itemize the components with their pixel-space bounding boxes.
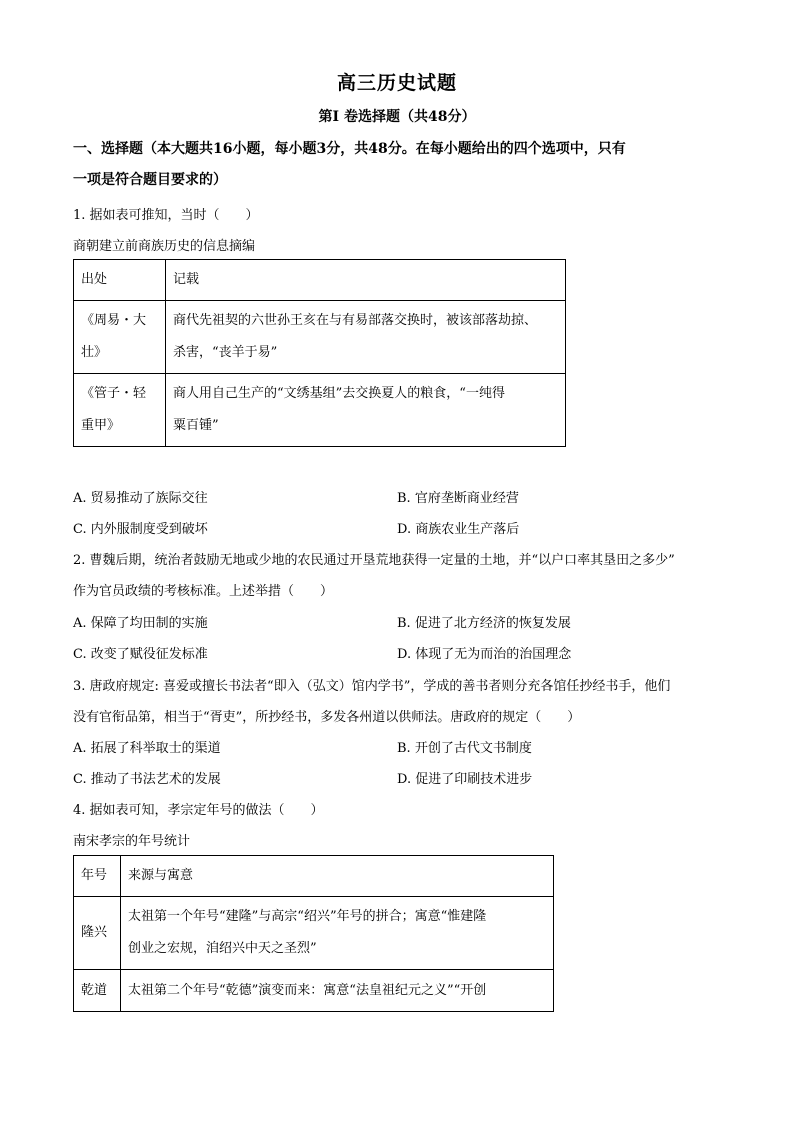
q3-stem-line1: 3. 唐政府规定: 喜爱或擅长书法者“即入（弘文）馆内学书”，学成的善书者则分充各馆任抄经书手，他们: [73, 679, 671, 694]
table-cell-era: 乾道: [74, 970, 121, 1012]
q1-table-caption: 商朝建立前商族历史的信息摘编: [73, 239, 256, 254]
table-row: [74, 897, 554, 970]
q2-option-b[interactable]: B. 促进了北方经济的恢复发展: [397, 616, 571, 631]
q4-table-caption: 南宋孝宗的年号统计: [73, 834, 191, 849]
section-heading-line1: 一、选择题（本大题共16小题，每小题3分，共48分。在每小题给出的四个选项中，只有: [73, 141, 626, 157]
q2-option-d[interactable]: D. 体现了无为而治的治国理念: [397, 647, 572, 662]
q3-option-c[interactable]: C. 推动了书法艺术的发展: [73, 772, 221, 787]
table-row: [74, 301, 566, 374]
q4-stem: 4. 据如表可知，孝宗定年号的做法（ ）: [73, 803, 324, 818]
table-cell-era: 隆兴: [74, 897, 121, 970]
table-cell-source: 《周易・大 壮》: [74, 301, 166, 374]
q2-option-a[interactable]: A. 保障了均田制的实施: [73, 616, 208, 631]
section-heading: [73, 134, 733, 196]
q4-table: [73, 855, 554, 1012]
q1-option-b[interactable]: B. 官府垄断商业经营: [397, 491, 519, 506]
table-header-row: [74, 260, 566, 301]
q3-option-b[interactable]: B. 开创了古代文书制度: [397, 741, 532, 756]
q1-option-c[interactable]: C. 内外服制度受到破坏: [73, 522, 208, 537]
q2-stem-line1: 2. 曹魏后期，统治者鼓励无地或少地的农民通过开垦荒地获得一定量的土地，并“以户口率其垦田之多少”: [73, 553, 675, 568]
table-cell-record: 商人用自己生产的“文绣基组”去交换夏人的粮食，“一纯得 粟百锺”: [166, 374, 566, 447]
q2-stem-line2: 作为官员政绩的考核标准。上述举措（ ）: [73, 584, 334, 599]
q1-stem: 1. 据如表可推知，当时（ ）: [73, 208, 259, 223]
table-header-cell: 年号: [74, 856, 121, 897]
q2-option-c[interactable]: C. 改变了赋役征发标准: [73, 647, 208, 662]
table-header-cell: 出处: [74, 260, 166, 301]
q1-table: [73, 259, 566, 447]
table-cell-record: 商代先祖契的六世孙王亥在与有易部落交换时，被该部落劫掠、 杀害，“丧羊于易”: [166, 301, 566, 374]
table-cell-source: 《管子・轻 重甲》: [74, 374, 166, 447]
q3-stem-line2: 没有官衔品第，相当于“胥吏”，所抄经书，多发各州道以供师法。唐政府的规定（ ）: [73, 710, 581, 725]
table-row: [74, 970, 554, 1012]
page-subtitle: 第Ⅰ 卷选择题（共48分）: [318, 109, 476, 125]
page-title: 高三历史试题: [336, 72, 457, 94]
table-header-cell: 来源与寓意: [121, 856, 554, 897]
table-header-cell: 记载: [166, 260, 566, 301]
q1-option-d[interactable]: D. 商族农业生产落后: [397, 522, 520, 537]
table-cell-origin: 太祖第二个年号“乾德”演变而来：寓意“法皇祖纪元之义”“开创: [121, 970, 554, 1012]
table-header-row: [74, 856, 554, 897]
q3-option-a[interactable]: A. 拓展了科举取士的渠道: [73, 741, 221, 756]
table-row: [74, 374, 566, 447]
section-heading-line2: 一项是符合题目要求的）: [73, 172, 227, 188]
q3-option-d[interactable]: D. 促进了印刷技术进步: [397, 772, 533, 787]
q1-option-a[interactable]: A. 贸易推动了族际交往: [73, 491, 208, 506]
table-cell-origin: 太祖第一个年号“建隆”与高宗“绍兴”年号的拼合；寓意“惟建隆 创业之宏规，洎绍兴中天之圣烈”: [121, 897, 554, 970]
